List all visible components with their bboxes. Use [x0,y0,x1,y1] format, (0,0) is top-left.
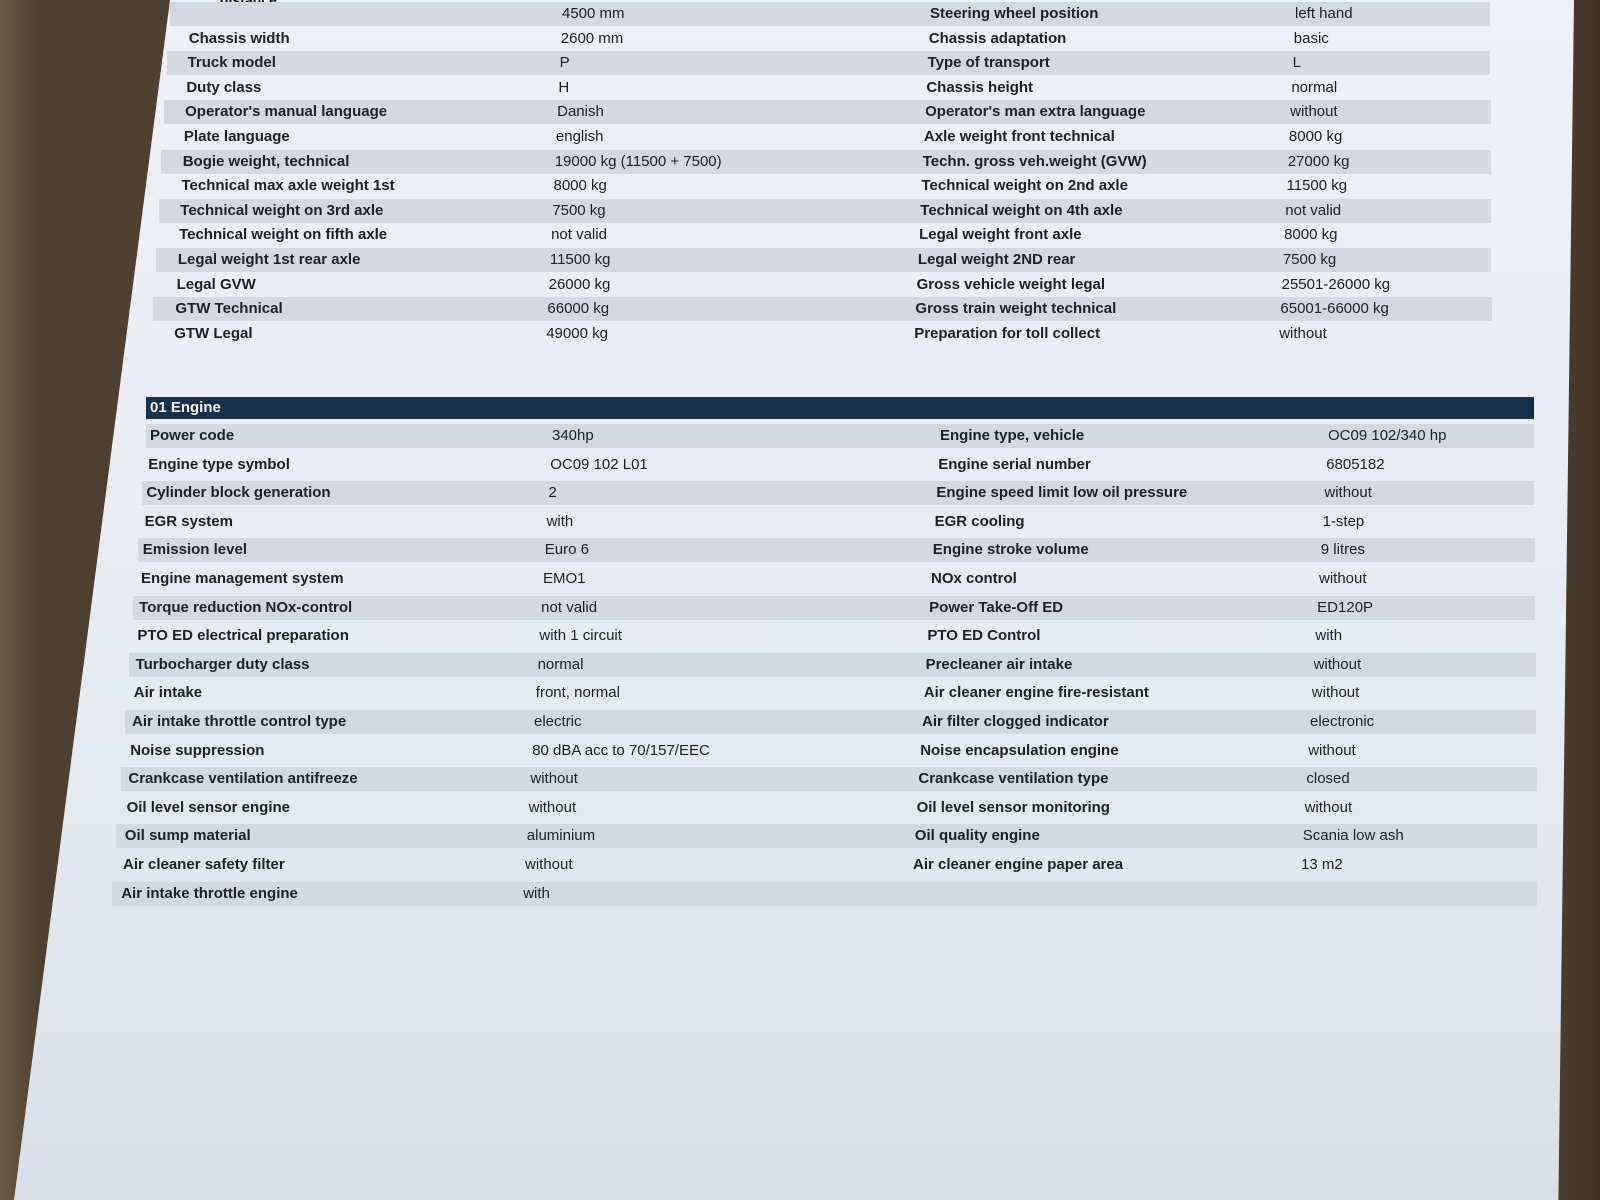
spec-label: Engine stroke volume [932,541,1089,559]
spec-label: Operator's manual language [185,103,388,121]
spec-value: 8000 kg [553,177,607,195]
spec-value: 340hp [552,427,594,444]
spec-value: 1-step [1322,512,1365,530]
spec-value: electronic [1309,713,1375,730]
spec-label: Bogie weight, technical [182,152,350,170]
spec-value: normal [537,655,584,673]
spec-value: without [1308,741,1356,759]
spec-label: Technical weight on fifth axle [179,226,388,244]
spec-value: front, normal [535,684,620,702]
spec-value: 8000 kg [1284,226,1338,244]
spec-label: EGR system [144,512,233,530]
spec-row [140,510,1535,534]
spec-value: with [1315,627,1343,645]
spec-value: normal [1291,78,1338,96]
spec-value: 27000 kg [1287,152,1350,170]
spec-value: without [1290,103,1338,121]
spec-label: Torque reduction NOx-control [139,598,353,616]
spec-label: Oil level sensor engine [126,798,290,816]
spec-row [112,882,1537,906]
spec-row [163,125,1491,149]
spec-row [131,624,1535,648]
spec-label: Chassis height [926,78,1034,96]
spec-value: not valid [551,226,607,244]
spec-label: Engine speed limit low oil pressure [936,484,1188,502]
spec-label: Cylinder block generation [146,484,331,502]
spec-row [164,100,1490,124]
spec-value: not valid [541,598,598,616]
spec-label: Air filter clogged indicator [921,713,1109,730]
spec-row [169,27,1491,51]
spec-value: without [1279,324,1327,342]
spec-label: Noise encapsulation engine [920,741,1119,759]
spec-label: Engine type, vehicle [940,427,1085,444]
spec-row [157,223,1491,247]
spec-label: Preparation for toll collect [914,324,1101,342]
spec-value: without [1304,798,1353,816]
spec-row [118,796,1536,820]
spec-value: 13 m2 [1300,856,1343,873]
spec-label: Steering wheel position [930,5,1099,22]
spec-value: without [1313,655,1362,673]
spec-row [159,199,1492,223]
spec-label: Emission level [142,541,247,559]
spec-row [151,322,1491,346]
spec-value: 6805182 [1326,455,1385,473]
spec-value: 4500 mm [562,5,625,22]
spec-value: without [1318,570,1367,587]
spec-value: P [559,54,570,72]
spec-row [114,853,1537,877]
spec-row [121,767,1537,791]
spec-label: Air intake throttle engine [121,884,298,902]
spec-value: without [528,798,577,816]
spec-value: 2600 mm [560,29,624,47]
spec-value: without [1311,684,1360,702]
spec-label: Air intake [133,684,203,702]
spec-value: OC09 102 L01 [550,455,648,473]
spec-label: Precleaner air intake [925,655,1073,673]
spec-value: without [1324,484,1372,502]
spec-value: 8000 kg [1288,128,1343,145]
spec-label: Chassis width [188,29,290,47]
spec-value: closed [1306,770,1350,788]
spec-label: Gross vehicle weight legal [916,275,1106,293]
spec-label: Technical weight on 4th axle [920,201,1123,219]
spec-value: 26000 kg [548,275,611,293]
spec-value: 11500 kg [1286,177,1348,195]
spec-label: Technical weight on 3rd axle [180,201,384,219]
spec-row [170,2,1490,26]
spec-label: Noise suppression [130,741,265,759]
spec-value: Danish [557,103,604,121]
spec-label: Air cleaner safety filter [122,856,285,873]
spec-value: 25501-26000 kg [1281,275,1391,293]
spec-label: Power code [150,427,235,444]
spec-label: Engine management system [140,570,344,587]
spec-value: aluminium [526,827,596,845]
spec-row [154,273,1491,297]
spec-value: ED120P [1317,598,1374,616]
spec-value: electric [533,713,582,730]
spec-label: Air cleaner engine fire-resistant [923,684,1149,702]
spec-label: Air cleaner engine paper area [912,856,1124,873]
spec-value: 2 [548,484,557,502]
spec-row [133,596,1535,620]
spec-label: Gross train weight technical [915,300,1117,318]
spec-value: Scania low ash [1302,827,1404,845]
spec-label: Air intake throttle control type [131,713,347,730]
spec-value: Euro 6 [544,541,589,559]
spec-label: Type of transport [927,54,1050,72]
spec-row [127,681,1536,705]
spec-value: with [546,512,574,530]
spec-value: 19000 kg (11500 + 7500) [554,152,722,170]
spec-row [144,453,1534,477]
spec-label: Plate language [183,128,290,145]
spec-label: Chassis adaptation [928,29,1067,47]
spec-value: 80 dBA acc to 70/157/EEC [532,741,710,759]
spec-row [161,150,1490,174]
spec-label: Oil quality engine [914,827,1040,845]
spec-label: Technical weight on 2nd axle [921,177,1128,195]
spec-label: Legal weight 1st rear axle [177,251,361,268]
spec-row [153,297,1492,321]
spec-value: without [524,856,573,873]
spec-label: Oil sump material [124,827,251,845]
spec-value: H [558,78,570,96]
spec-label: PTO ED electrical preparation [137,627,349,645]
spec-value: with 1 circuit [539,627,622,645]
spec-label: Duty class [186,78,262,96]
spec-value: 49000 kg [546,324,608,342]
spec-label: Turbocharger duty class [135,655,310,673]
section-header-engine: 01 Engine [146,397,1534,419]
spec-value: 7500 kg [1282,251,1337,268]
spec-row [146,424,1534,448]
spec-label: PTO ED Control [927,627,1041,645]
spec-label: Technical max axle weight 1st [181,177,395,195]
spec-label: Oil level sensor monitoring [916,798,1110,816]
spec-value: basic [1293,29,1329,47]
spec-label: GTW Technical [175,300,283,318]
spec-label: Truck model [187,54,276,72]
spec-label: NOx control [930,570,1017,587]
spec-label: Legal weight front axle [919,226,1082,244]
spec-label: Engine serial number [938,455,1091,473]
spec-value: 66000 kg [547,300,610,318]
spec-row [138,538,1535,562]
spec-value: 9 litres [1320,541,1365,559]
spec-row [129,653,1536,677]
spec-label: Techn. gross veh.weight (GVW) [922,152,1147,170]
spec-label: Engine type symbol [148,455,290,473]
spec-label: Legal GVW [176,275,256,293]
spec-label: EGR cooling [934,512,1025,530]
spec-value: 65001-66000 kg [1280,300,1389,318]
spec-value: without [530,770,578,788]
spec-row [116,824,1537,848]
spec-label: GTW Legal [174,324,253,342]
spec-value: 7500 kg [552,201,606,219]
spec-value: not valid [1285,201,1342,219]
spec-row [142,481,1535,505]
spec-value: english [555,128,604,145]
spec-label: Crankcase ventilation type [918,770,1109,788]
spec-row [123,739,1537,763]
spec-row [166,76,1491,100]
spec-value: with [523,884,550,902]
spec-row [167,51,1490,75]
spec-label: Axle weight front technical [923,128,1115,145]
spec-row [135,567,1535,591]
spec-label: Crankcase ventilation antifreeze [128,770,358,788]
spec-row [125,710,1536,734]
spec-value: L [1292,54,1301,72]
spec-label: Legal weight 2ND rear [917,251,1076,268]
spec-value: left hand [1295,5,1353,22]
spec-row [160,174,1491,198]
spec-value: 11500 kg [549,251,611,268]
spec-value: OC09 102/340 hp [1328,427,1447,444]
spec-row [156,248,1492,272]
spec-label: Power Take-Off ED [929,598,1064,616]
spec-value: EMO1 [542,570,586,587]
spec-label: Operator's man extra language [925,103,1146,121]
